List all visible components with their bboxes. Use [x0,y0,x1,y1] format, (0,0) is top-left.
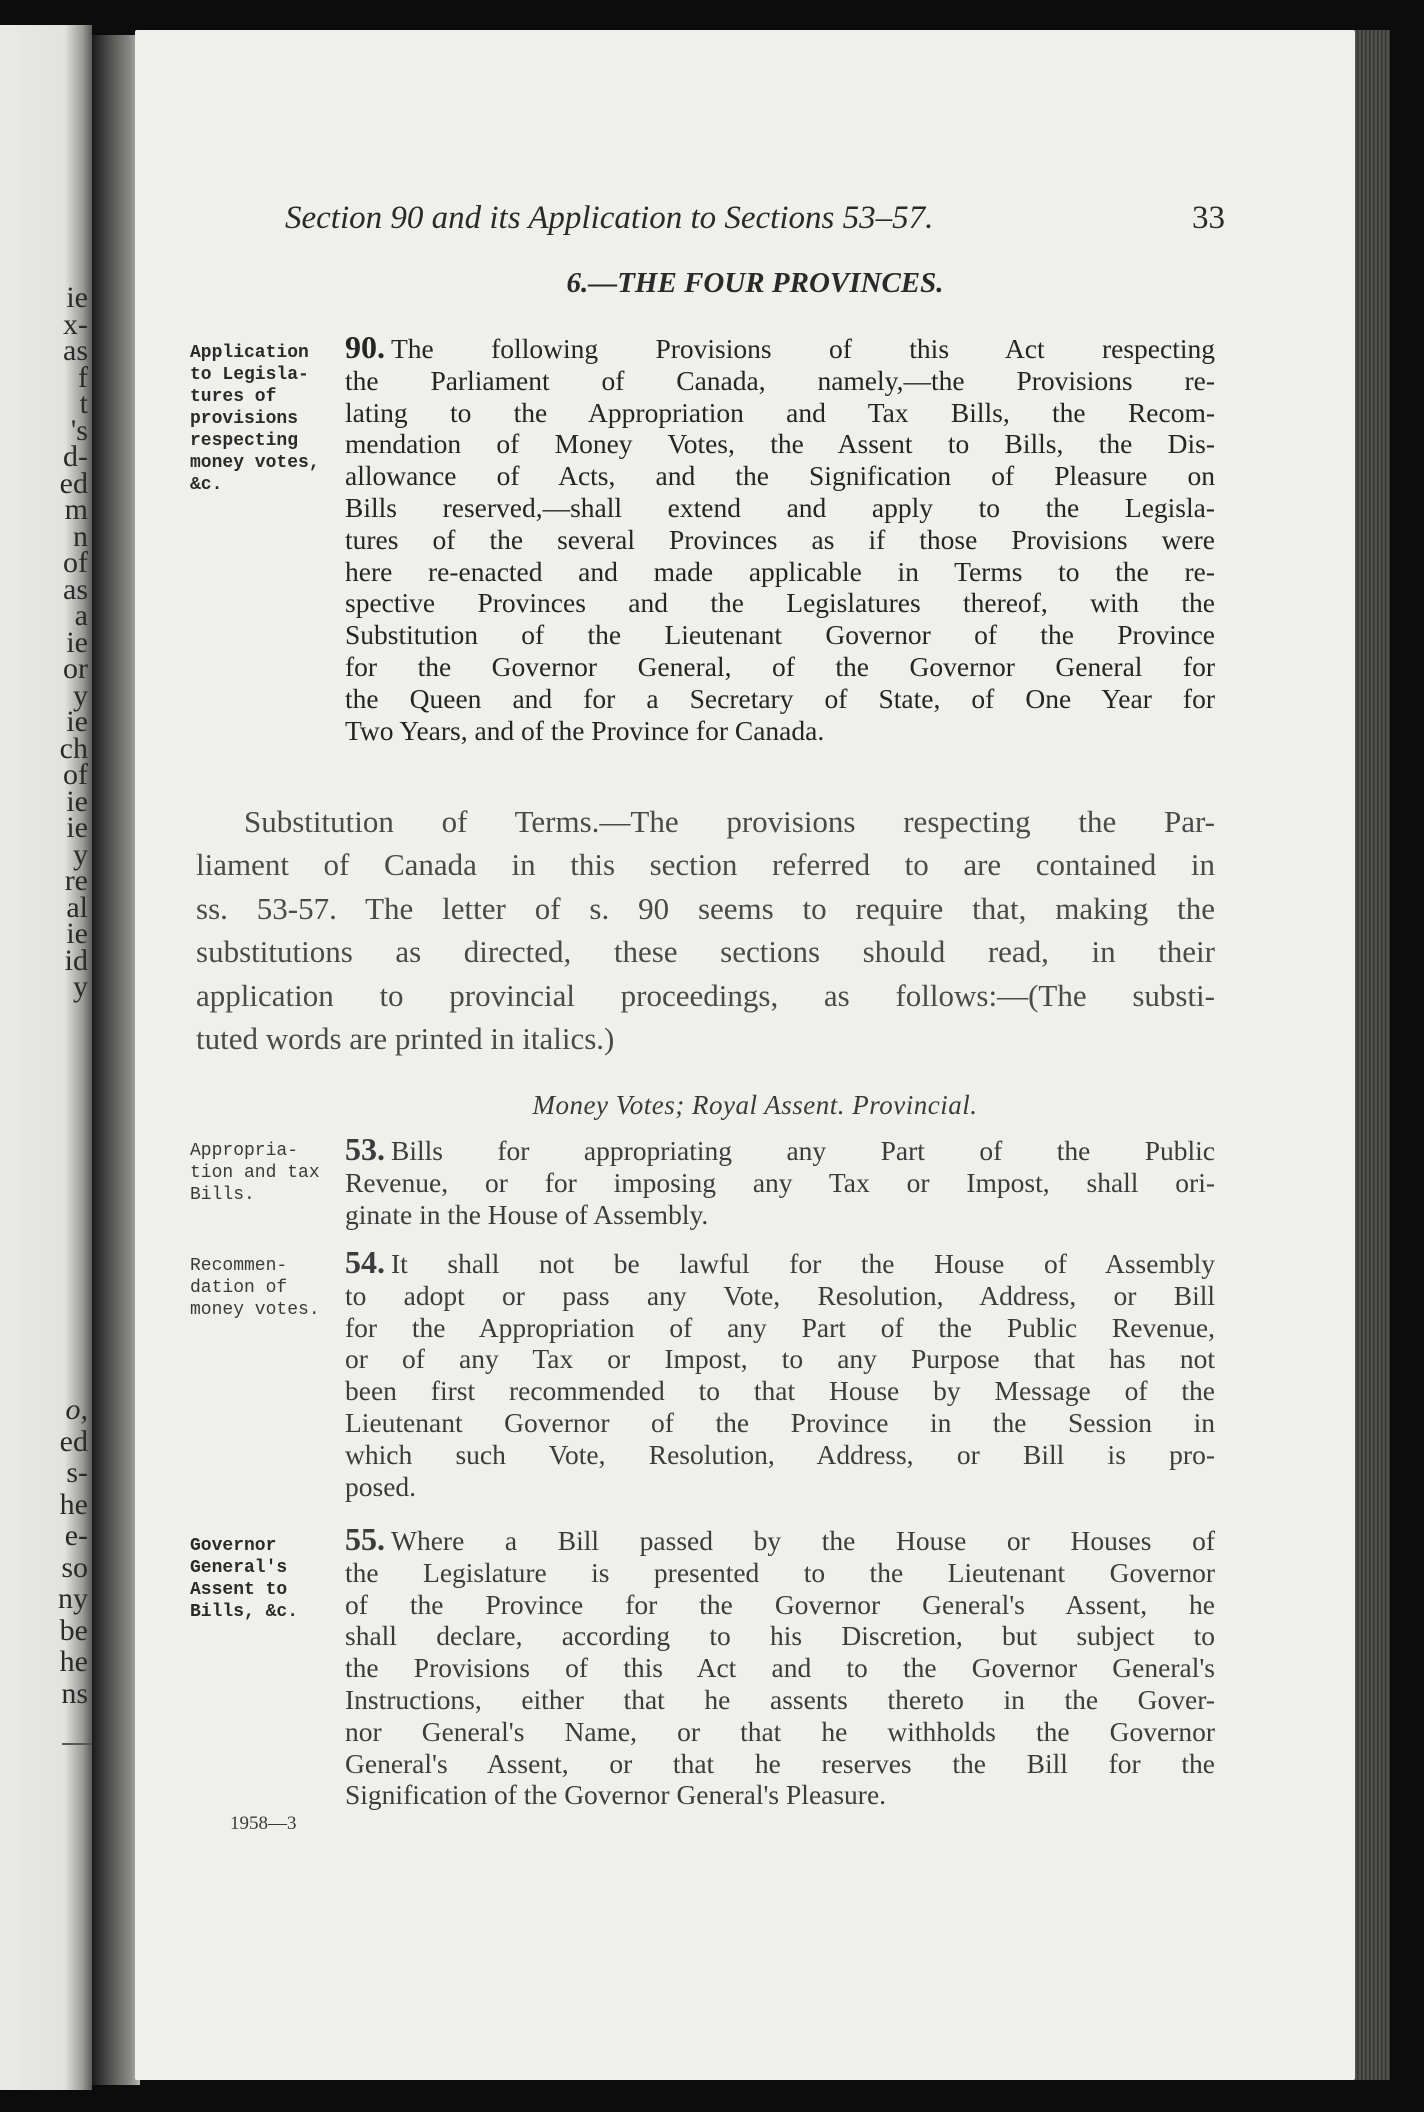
margin-note-line: Recommen- [190,1256,288,1276]
section-line: Signification of the Governor General's Pleasure. [345,1779,887,1811]
margin-note-line: Bills. [190,1185,255,1205]
commentary-line: tuted words are printed in italics.) [196,1021,615,1057]
left-page-fragment: ie [66,917,88,950]
left-page-fragment: as [63,334,88,367]
margin-note-line: provisions [190,409,299,429]
running-head [285,200,1225,237]
section-number: 55. [345,1521,385,1557]
section-line [345,1521,1215,1557]
section-line [345,1131,1215,1167]
left-page-fragment: x- [63,307,88,341]
margin-note-line: dation of [190,1278,288,1298]
section-line: shall declare, according to his Discretion, but subject to [345,1620,1215,1652]
left-page-fragment: or [63,652,88,685]
left-page-rule [62,1743,92,1745]
section-line: Revenue, or for imposing any Tax or Impost, shall ori- [345,1166,1215,1198]
section-line [345,329,1215,365]
section-line: lating to the Appropriation and Tax Bills, the Recom- [345,396,1215,428]
section-text: Where a Bill passed by the House or Houses of [391,1525,1215,1556]
left-page-fragment: ns [61,1676,88,1710]
left-page-fragment: ie [66,705,88,738]
margin-note-s53 [190,1140,340,1206]
left-page-fragment: y [73,837,88,871]
section-line: Instructions, either that he assents thereto in the Gover- [345,1683,1215,1715]
section-text: The following Provisions of this Act respecting [391,333,1215,364]
margin-note-line: to Legisla- [190,365,309,385]
section-line: been first recommended to that House by Message of the [345,1375,1215,1407]
left-page-fragment: 's [70,413,88,447]
left-page-fragment: e- [64,1519,88,1552]
left-page-fragment: ie [66,811,88,844]
section-54 [345,1244,1215,1502]
left-page-fragment: ny [58,1582,88,1615]
section-line: or of any Tax or Impost, to any Purpose that has not [345,1343,1215,1375]
book-gutter [92,35,140,2085]
margin-note-line: tures of [190,387,277,407]
section-number: 90. [345,329,385,365]
margin-note-line: Governor [190,1536,277,1556]
left-page-fragment: he [59,1645,88,1678]
margin-note-line: Application [190,343,309,363]
signature-mark: 1958—3 [230,1813,297,1834]
section-line: which such Vote, Resolution, Address, or Bill is pro- [345,1438,1215,1470]
left-page-fragment: o, [65,1393,88,1426]
section-line: the Provisions of this Act and to the Governor General's [345,1652,1215,1684]
section-line: of the Province for the Governor General's Assent, he [345,1588,1215,1620]
section-line: tures of the several Provinces as if those Provisions were [345,523,1215,555]
margin-note-s55 [190,1535,340,1623]
left-page-fragment: f [78,360,88,394]
section-line: the Legislature is presented to the Lieutenant Governor [345,1556,1215,1588]
margin-note-line: respecting [190,431,299,451]
left-page-fragment: ed [59,1424,88,1458]
left-page-fragment: ie [66,625,88,659]
left-facing-page [0,25,92,2090]
left-page-fragment: m [64,493,88,526]
left-page-fragment: d- [63,440,88,473]
section-line: here re-enacted and made applicable in Terms to the re- [345,555,1215,587]
left-page-fragment: as [63,572,88,606]
section-line: the Parliament of Canada, namely,—the Provisions re- [345,364,1215,396]
subheading: Money Votes; Royal Assent. Provincial. [532,1090,978,1120]
section-line: General's Assent, or that he reserves the Bill for the [345,1747,1215,1779]
section-line: for the Appropriation of any Part of the Public Revenue, [345,1311,1215,1343]
left-page-fragment: of [63,758,88,791]
part-heading: 6.—THE FOUR PROVINCES. [566,267,944,299]
section-number: 54. [345,1244,385,1280]
margin-note-line: tion and tax [190,1163,320,1183]
page-number: 33 [1192,200,1225,236]
margin-note-s54 [190,1255,340,1321]
section-line: spective Provinces and the Legislatures thereof, with the [345,587,1215,619]
section-line: ginate in the House of Assembly. [345,1198,709,1230]
left-page-fragment: so [61,1550,88,1584]
left-page-fragment: t [79,387,88,420]
commentary-paragraph [196,800,1215,1060]
section-line: for the Governor General, of the Governor General for [345,650,1215,682]
section-line: allowance of Acts, and the Signification of Pleasure on [345,460,1215,492]
margin-note-line: Assent to [190,1580,288,1600]
section-line: Lieutenant Governor of the Province in the Session in [345,1406,1215,1438]
left-page-fragment: ch [59,731,88,765]
margin-note-line: General's [190,1558,288,1578]
section-90 [345,329,1215,746]
left-page-fragment: id [64,943,88,977]
section-line: Two Years, and of the Province for Canada. [345,714,825,746]
margin-note-line: &c. [190,475,223,495]
section-53 [345,1131,1215,1230]
section-line [345,1244,1215,1280]
left-page-fragment: s- [66,1456,88,1489]
section-line: Bills reserved,—shall extend and apply to the Legisla- [345,491,1215,523]
section-55 [345,1521,1215,1811]
page-edges [1350,30,1390,2080]
margin-note-line: money votes. [190,1300,320,1320]
commentary-line: Substitution of Terms.—The provisions respecting the Par- [244,804,1215,839]
section-line: mendation of Money Votes, the Assent to Bills, the Dis- [345,428,1215,460]
left-page-fragment: re [64,864,88,897]
left-page-fragment: al [66,890,88,924]
margin-note-s90 [190,342,340,496]
left-page-fragment: ed [59,466,88,500]
left-page-fragment: ie [66,784,88,818]
left-page-fragment: y [73,970,88,1003]
book-page [135,30,1355,2080]
commentary-line: application to provincial proceedings, as follows:—(The substi- [196,977,1215,1013]
section-line: nor General's Name, or that he withholds the Governor [345,1715,1215,1747]
margin-note-line: money votes, [190,453,320,473]
section-number: 53. [345,1131,385,1167]
running-head-title: Section 90 and its Application to Sections 53–57. [285,200,934,236]
margin-note-line: Bills, &c. [190,1602,299,1622]
left-page-fragment: he [59,1487,88,1521]
margin-note-line: Appropria- [190,1141,299,1161]
commentary-line: substitutions as directed, these sections should read, in their [196,934,1215,970]
left-page-fragment: be [59,1613,88,1647]
section-line: to adopt or pass any Vote, Resolution, Address, or Bill [345,1279,1215,1311]
left-page-fragment: y [73,678,88,712]
commentary-line: liament of Canada in this section referred to are contained in [196,847,1215,883]
section-line: the Queen and for a Secretary of State, of One Year for [345,682,1215,714]
section-line: Substitution of the Lieutenant Governor of the Province [345,619,1215,651]
left-page-fragment: ie [66,281,88,314]
left-page-fragment: n [73,519,88,553]
section-text: Bills for appropriating any Part of the Public [391,1135,1215,1166]
section-line: posed. [345,1470,417,1502]
left-page-fragment: of [63,546,88,579]
section-text: It shall not be lawful for the House of Assembly [391,1248,1215,1279]
commentary-line: ss. 53-57. The letter of s. 90 seems to require that, making the [196,890,1215,926]
left-page-fragment: a [74,599,88,632]
